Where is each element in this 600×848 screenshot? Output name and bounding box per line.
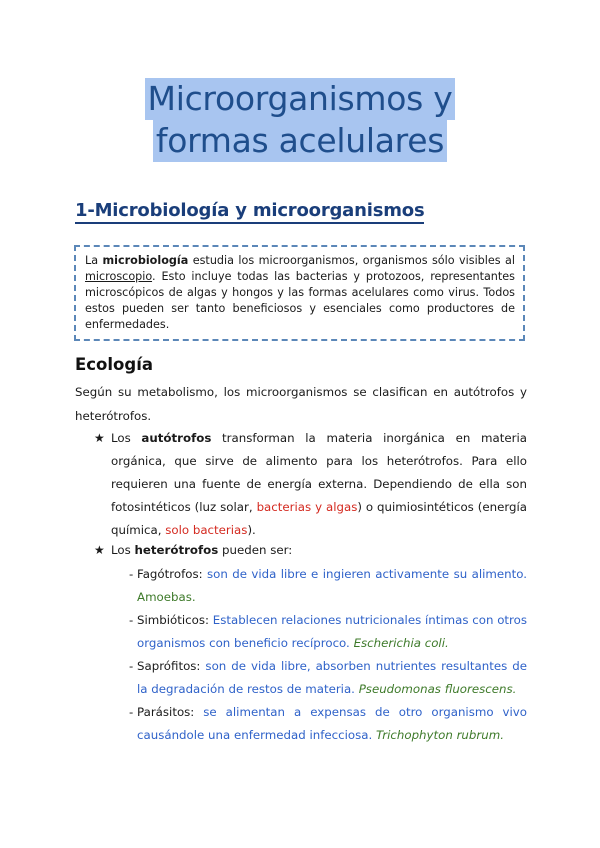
title-line-2: formas acelulares <box>153 120 447 162</box>
sub-item-parasitos <box>129 701 527 747</box>
sub-item-text <box>137 609 527 655</box>
sub-item-desc: Establecen relaciones nutricionales íntimas con otros organismos con beneficio recíproco. <box>137 613 528 650</box>
highlight-red: solo bacterias <box>165 523 248 537</box>
title-line-1: Microorganismos y <box>145 78 456 120</box>
star-bullet-icon: ★ <box>94 543 105 557</box>
sub-item-fagotrofos <box>129 563 527 609</box>
text-run: pueden ser: <box>218 543 293 557</box>
sub-item-text <box>137 701 527 747</box>
star-bullet-icon: ★ <box>94 431 105 445</box>
sub-item-text <box>137 563 527 609</box>
sub-item-name: Fagótrofos: <box>137 567 203 581</box>
text-run: Los <box>111 543 135 557</box>
dash-bullet: - <box>129 613 134 627</box>
sub-item-example: Amoebas. <box>137 590 196 604</box>
sub-item-name: Parásitos: <box>137 705 195 719</box>
sub-item-name: Simbióticos: <box>137 613 209 627</box>
sub-item-example: Escherichia coli. <box>353 636 449 650</box>
section-heading <box>75 200 424 221</box>
box-text: La <box>85 254 103 267</box>
dash-bullet: - <box>129 567 134 581</box>
sub-item-saprofitos <box>129 655 527 701</box>
sub-item-text <box>137 655 527 701</box>
box-term-microscopio: microscopio <box>85 270 153 283</box>
sub-item-desc: se alimentan a expensas de otro organismo vivo causándole una enfermedad infecciosa. <box>137 705 528 742</box>
sub-item-desc: son de vida libre, absorben nutrientes resultantes de la degradación de restos de materia. <box>137 659 528 696</box>
intro-paragraph: Según su metabolismo, los microorganismos se clasifican en autótrofos y heterótrofos. <box>75 385 527 423</box>
list-item-text <box>111 539 527 562</box>
sub-item-example: Pseudomonas fluorescens. <box>358 682 517 696</box>
text-run: Los <box>111 431 142 445</box>
section-heading-text: 1-Microbiología y microorganismos <box>75 200 424 224</box>
sub-item-example: Trichophyton rubrum. <box>375 728 504 742</box>
box-term-microbiologia: microbiología <box>102 254 189 267</box>
list-item-text <box>111 427 527 542</box>
definition-box <box>74 245 525 341</box>
dash-bullet: - <box>129 659 134 673</box>
box-text: estudia los microorganismos, organismos sólo visibles al <box>188 254 515 267</box>
page-title <box>0 78 600 162</box>
list-item-autotrofos <box>94 427 527 542</box>
highlight-red: bacterias y algas <box>256 500 358 514</box>
term-heterotrofos: heterótrofos <box>134 543 219 557</box>
sub-item-simbioticos <box>129 609 527 655</box>
text-run: ). <box>247 523 256 537</box>
dash-bullet: - <box>129 705 134 719</box>
sub-item-name: Saprófitos: <box>137 659 201 673</box>
term-autotrofos: autótrofos <box>141 431 212 445</box>
subsection-heading: Ecología <box>75 355 153 374</box>
list-item-heterotrofos <box>94 539 527 562</box>
sub-item-desc: son de vida libre e ingieren activamente su alimento. <box>206 567 527 581</box>
text-run: transforman la materia inorgánica en materia orgánica, que sirve de alimento para los heterótrofos. Para ello requieren una fuente de energía externa. Dependiendo de ella son fotosintéticos (luz solar, <box>111 431 527 514</box>
text-run: ) o quimiosintéticos (energía química, <box>111 500 527 537</box>
box-text: . Esto incluye todas las bacterias y protozoos, representantes microscópicos de algas y hongos y las formas acelulares como virus. Todos estos pueden ser tanto beneficiosos y esenciales como productores de enfermedades. <box>85 270 515 331</box>
